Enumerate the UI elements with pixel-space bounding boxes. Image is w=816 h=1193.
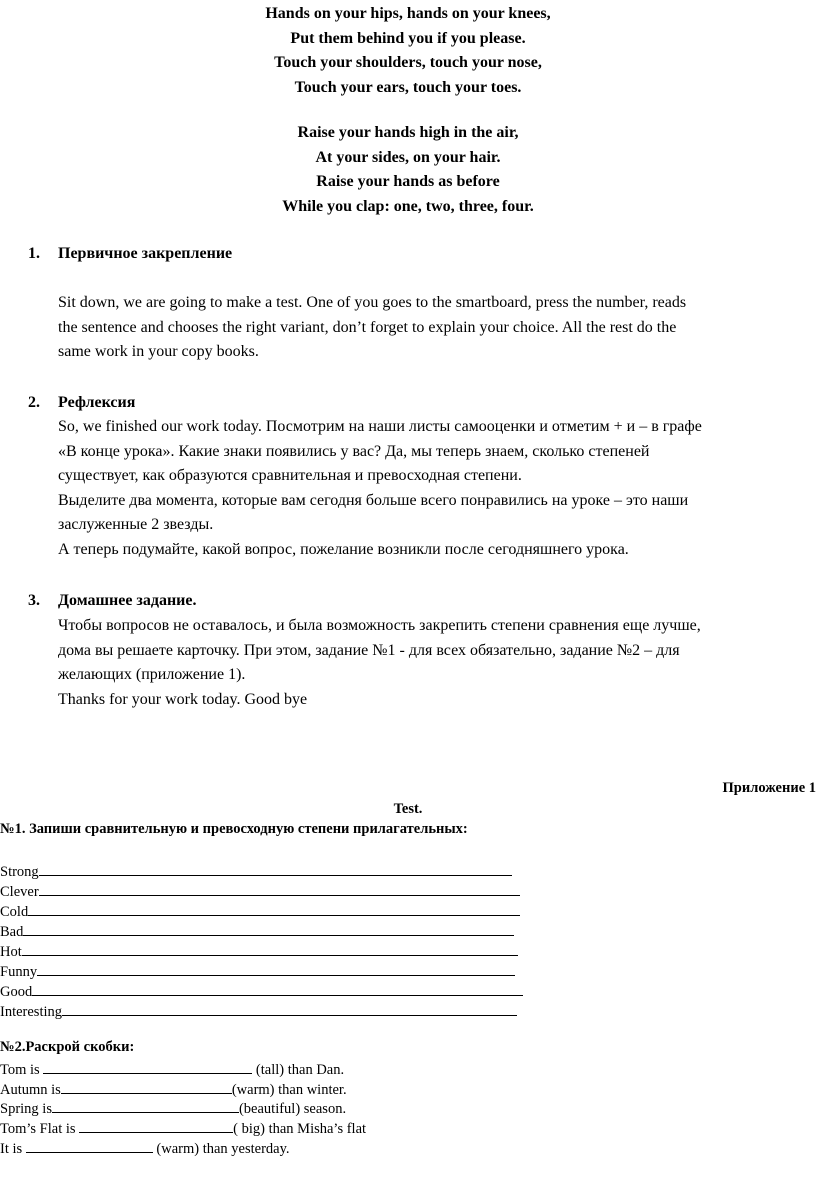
exercise-before: Tom’s Flat is [0, 1121, 80, 1138]
answer-blank[interactable] [62, 1000, 517, 1016]
paragraph-line: Sit down, we are going to make a test. One of you goes to the smartboard, press the number, reads [58, 294, 687, 311]
paragraph-line: the sentence and chooses the right variant, don’t forget to explain your choice. All the rest do the [58, 318, 677, 336]
exercise-row [0, 1137, 366, 1157]
answer-blank[interactable] [79, 1117, 233, 1133]
test-title: Test. [393, 801, 423, 817]
paragraph-line: дома вы решаете карточку. При этом, задание №1 - для всех обязательно, задание №2 – для [58, 641, 680, 659]
task1-title: №1. Запиши сравнительную и превосходную степени прилагательных: [0, 821, 468, 837]
exercise-after: (warm) than winter. [231, 1081, 347, 1098]
section-number: 1. [28, 245, 40, 262]
task2-exercise-list [0, 1058, 366, 1156]
answer-blank[interactable] [52, 1097, 239, 1113]
poem-line: Put them behind you if you please. [290, 29, 526, 47]
word-row [0, 900, 523, 920]
poem-stanza-1 [0, 2, 816, 100]
exercise-after: (tall) than Dan. [252, 1062, 345, 1078]
exercise-row [0, 1058, 366, 1078]
poem-line: Touch your shoulders, touch your nose, [274, 54, 542, 71]
section-title: Рефлексия [58, 394, 136, 411]
answer-blank[interactable] [39, 860, 512, 876]
appendix-label: Приложение 1 [722, 780, 816, 796]
section-heading-2 [28, 391, 135, 415]
section-number: 3. [28, 592, 40, 609]
answer-blank[interactable] [43, 1058, 252, 1074]
word-label: Cold [0, 904, 29, 920]
answer-blank[interactable] [37, 960, 515, 976]
paragraph-line: существует, как образуются сравнительная и превосходная степени. [58, 467, 522, 485]
exercise-before: Tom is [0, 1062, 44, 1078]
poem-line: Raise your hands high in the air, [297, 124, 519, 141]
word-row [0, 1000, 523, 1020]
paragraph-line: желающих (приложение 1). [58, 666, 246, 684]
exercise-row [0, 1097, 366, 1117]
section-number: 2. [28, 394, 40, 411]
paragraph-line: Выделите два момента, которые вам сегодня больше всего понравились на уроке – это наши [58, 491, 689, 509]
word-label: Good [0, 984, 33, 1000]
task1-word-list [0, 860, 523, 1020]
paragraph-line: Thanks for your work today. Good bye [58, 690, 308, 708]
paragraph-line: заслуженные 2 звезды. [58, 516, 214, 534]
exercise-after: (warm) than yesterday. [152, 1140, 290, 1157]
word-label: Strong [0, 864, 39, 880]
exercise-before: It is [0, 1140, 26, 1157]
exercise-row [0, 1078, 366, 1098]
exercise-before: Spring is [0, 1101, 52, 1118]
answer-blank[interactable] [39, 880, 520, 896]
paragraph-line: А теперь подумайте, какой вопрос, пожелание возникли после сегодняшнего урока. [58, 540, 629, 558]
word-label: Hot [0, 944, 22, 960]
word-row [0, 920, 523, 940]
answer-blank[interactable] [32, 980, 523, 996]
word-row [0, 860, 523, 880]
answer-blank[interactable] [28, 900, 520, 916]
section-heading-1 [28, 242, 232, 266]
section-heading-3 [28, 589, 196, 613]
exercise-before: Autumn is [0, 1081, 61, 1098]
poem-stanza-2 [0, 121, 816, 219]
section-body-2 [58, 415, 816, 563]
word-row [0, 880, 523, 900]
paragraph-line: «В конце урока». Какие знаки появились у вас? Да, мы теперь знаем, сколько степеней [58, 442, 650, 460]
answer-blank[interactable] [22, 940, 518, 956]
paragraph-line: So, we finished our work today. Посмотрим на наши листы самооценки и отметим + и – в графе [58, 418, 702, 435]
exercise-after: (beautiful) season. [238, 1101, 347, 1118]
poem-line: Hands on your hips, hands on your knees, [265, 5, 551, 22]
paragraph-line: same work in your copy books. [58, 343, 259, 361]
paragraph-line: Чтобы вопросов не оставалось, и была возможность закрепить степени сравнения еще лучше, [58, 617, 701, 634]
answer-blank[interactable] [23, 920, 514, 936]
exercise-row [0, 1117, 366, 1137]
task2-title: №2.Раскрой скобки: [0, 1039, 135, 1055]
word-row [0, 960, 523, 980]
word-label: Interesting [0, 1004, 63, 1020]
word-label: Bad [0, 924, 24, 940]
poem-line: While you clap: one, two, three, four. [282, 197, 534, 215]
exercise-after: ( big) than Misha’s flat [233, 1121, 367, 1138]
section-body-3 [58, 614, 816, 712]
word-label: Funny [0, 964, 38, 980]
poem-line: Touch your ears, touch your toes. [294, 78, 522, 96]
answer-blank[interactable] [61, 1078, 232, 1094]
word-label: Clever [0, 884, 39, 900]
answer-blank[interactable] [26, 1137, 153, 1153]
poem-line: Raise your hands as before [316, 173, 500, 190]
poem-line: At your sides, on your hair. [315, 148, 501, 166]
section-body-1 [58, 291, 816, 365]
section-title: Первичное закрепление [58, 245, 233, 262]
section-title: Домашнее задание. [58, 592, 197, 609]
word-row [0, 940, 523, 960]
word-row [0, 980, 523, 1000]
